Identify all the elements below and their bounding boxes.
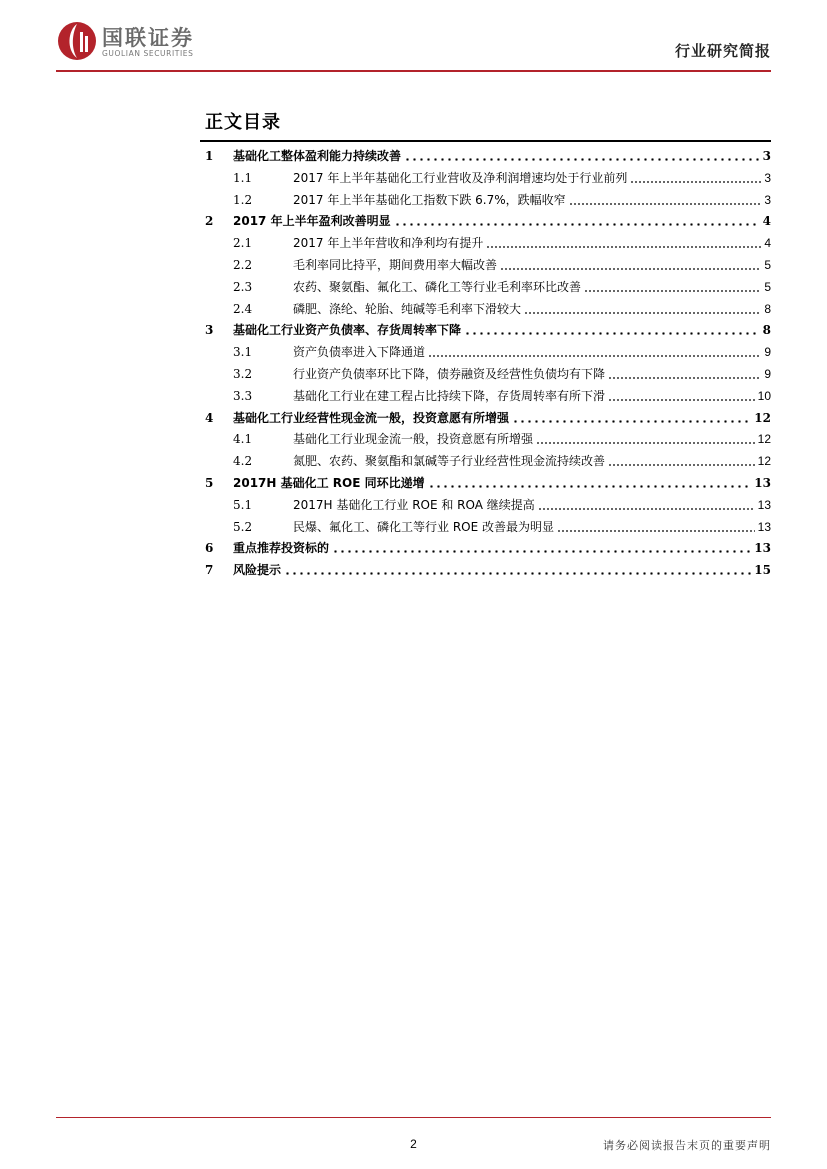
toc-entry-number: 5 bbox=[205, 476, 214, 490]
toc-entry-title: 风险提示 bbox=[233, 560, 284, 580]
report-type-label: 行业研究简报 bbox=[674, 42, 771, 60]
toc-entry[interactable] bbox=[0, 233, 827, 253]
toc-entry-number: 3.2 bbox=[233, 367, 253, 381]
toc-entry-line bbox=[293, 255, 771, 275]
toc-dot-leader bbox=[394, 211, 760, 231]
toc-dot-leader bbox=[630, 168, 761, 188]
toc-dot-leader bbox=[332, 538, 751, 558]
toc-entry[interactable] bbox=[0, 211, 827, 231]
toc-entry-title: 基础化工整体盈利能力持续改善 bbox=[233, 146, 404, 166]
toc-dot-leader bbox=[464, 320, 760, 340]
toc-entry-line bbox=[233, 560, 771, 580]
toc-entry-page: 5 bbox=[761, 277, 771, 297]
toc-entry-line bbox=[293, 451, 771, 471]
toc-entry-line bbox=[293, 386, 771, 406]
toc-entry-title: 民爆、氟化工、磷化工等行业 ROE 改善最为明显 bbox=[293, 517, 557, 537]
toc-entry-line bbox=[293, 364, 771, 384]
toc-entry-title: 氮肥、农药、聚氨酯和氯碱等子行业经营性现金流持续改善 bbox=[293, 451, 608, 471]
toc-entry-line bbox=[233, 211, 771, 231]
toc-entry-line bbox=[233, 473, 771, 493]
toc-entry-number: 2.2 bbox=[233, 258, 253, 272]
toc-entry-page: 12 bbox=[755, 451, 771, 471]
toc-entry-title: 资产负债率进入下降通道 bbox=[293, 342, 428, 362]
footer-disclaimer: 请务必阅读报告末页的重要声明 bbox=[603, 1139, 771, 1152]
toc-dot-leader bbox=[557, 517, 755, 537]
toc-entry[interactable] bbox=[0, 560, 827, 580]
toc-dot-leader bbox=[608, 451, 755, 471]
toc-entry-line bbox=[293, 342, 771, 362]
toc-entry[interactable] bbox=[0, 190, 827, 210]
toc-entry[interactable] bbox=[0, 342, 827, 362]
toc-dot-leader bbox=[500, 255, 761, 275]
toc-entry-page: 9 bbox=[761, 342, 771, 362]
toc-entry-page: 4 bbox=[761, 233, 771, 253]
toc-entry-line bbox=[293, 168, 771, 188]
toc-entry-number: 6 bbox=[205, 541, 214, 556]
page-number: 2 bbox=[410, 1137, 417, 1151]
toc-entry-line bbox=[293, 517, 771, 537]
toc-entry[interactable] bbox=[0, 473, 827, 493]
toc-entry-title: 基础化工行业现金流一般，投资意愿有所增强 bbox=[293, 429, 536, 449]
toc-entry-page: 8 bbox=[760, 320, 771, 340]
toc-entry[interactable] bbox=[0, 451, 827, 471]
toc-entry[interactable] bbox=[0, 299, 827, 319]
toc-entry[interactable] bbox=[0, 146, 827, 166]
logo-chinese-name: 国联证券 bbox=[102, 26, 194, 50]
toc-entry-title: 基础化工行业经营性现金流一般，投资意愿有所增强 bbox=[233, 408, 512, 428]
footer-divider bbox=[56, 1117, 771, 1118]
toc-entry-page: 9 bbox=[761, 364, 771, 384]
toc-dot-leader bbox=[284, 560, 751, 580]
toc-entry-page: 3 bbox=[761, 168, 771, 188]
header-divider bbox=[56, 70, 771, 72]
toc-entry-page: 3 bbox=[760, 146, 771, 166]
toc-dot-leader bbox=[524, 299, 761, 319]
toc-entry-page: 4 bbox=[760, 211, 771, 231]
toc-entry-number: 1.1 bbox=[233, 170, 253, 185]
toc-title: 正文目录 bbox=[205, 112, 281, 133]
toc-entry-title: 2017 年上半年基础化工行业营收及净利润增速均处于行业前列 bbox=[293, 168, 630, 188]
toc-entry-page: 10 bbox=[755, 386, 771, 406]
toc-entry-number: 4.2 bbox=[233, 454, 253, 469]
toc-entry[interactable] bbox=[0, 538, 827, 558]
page-header bbox=[56, 20, 771, 70]
toc-entry-number: 5.2 bbox=[233, 519, 253, 534]
toc-entry-number: 1.2 bbox=[233, 192, 253, 207]
toc-entry[interactable] bbox=[0, 386, 827, 406]
toc-entry-title: 2017 年上半年营收和净利均有提升 bbox=[293, 233, 486, 253]
toc-dot-leader bbox=[512, 408, 751, 428]
toc-entry-page: 5 bbox=[761, 255, 771, 275]
toc-entry[interactable] bbox=[0, 168, 827, 188]
toc-entry-title: 2017H 基础化工 ROE 同环比递增 bbox=[233, 473, 428, 493]
toc-entry-page: 15 bbox=[751, 560, 771, 580]
toc-entry-line bbox=[293, 190, 771, 210]
logo-english-name: GUOLIAN SECURITIES bbox=[102, 49, 194, 58]
toc-entry-number: 3.3 bbox=[233, 388, 253, 403]
toc-dot-leader bbox=[608, 386, 755, 406]
toc-entry-line bbox=[293, 429, 771, 449]
toc-dot-leader bbox=[608, 364, 761, 384]
toc-entry-page: 13 bbox=[755, 495, 771, 515]
toc-dot-leader bbox=[569, 190, 762, 210]
toc-entry-title: 基础化工行业资产负债率、存货周转率下降 bbox=[233, 320, 464, 340]
toc-entry[interactable] bbox=[0, 277, 827, 297]
toc-dot-leader bbox=[538, 495, 755, 515]
toc-entry-number: 2 bbox=[205, 214, 214, 229]
toc-entry-title: 2017 年上半年盈利改善明显 bbox=[233, 211, 394, 231]
toc-entry-line bbox=[293, 233, 771, 253]
toc-dot-leader bbox=[584, 277, 761, 297]
toc-entry-line bbox=[293, 299, 771, 319]
toc-entry-line bbox=[293, 495, 771, 515]
toc-entry-title: 重点推荐投资标的 bbox=[233, 538, 332, 558]
toc-entry-number: 3.1 bbox=[233, 345, 253, 360]
toc-entry-page: 12 bbox=[755, 429, 771, 449]
toc-entry-title: 毛利率同比持平，期间费用率大幅改善 bbox=[293, 255, 500, 275]
toc-dot-leader bbox=[428, 473, 752, 493]
toc-entry-page: 13 bbox=[755, 517, 771, 537]
toc-entry[interactable] bbox=[0, 364, 827, 384]
guolian-logo-icon bbox=[56, 20, 98, 62]
toc-entry-page: 8 bbox=[761, 299, 771, 319]
toc-entry-number: 4.1 bbox=[233, 432, 253, 447]
toc-title-divider bbox=[200, 140, 771, 142]
toc-entry-number: 4 bbox=[205, 410, 214, 425]
toc-entry-number: 2.1 bbox=[233, 236, 253, 251]
toc-entry[interactable] bbox=[0, 495, 827, 515]
toc-entry-page: 3 bbox=[761, 190, 771, 210]
toc-entry-title: 2017H 基础化工行业 ROE 和 ROA 继续提高 bbox=[293, 495, 538, 515]
toc-entry-page: 13 bbox=[751, 538, 771, 558]
toc-dot-leader bbox=[536, 429, 755, 449]
toc-dot-leader bbox=[428, 342, 761, 362]
toc-entry[interactable] bbox=[0, 517, 827, 537]
guolian-logo bbox=[56, 20, 226, 62]
toc-dot-leader bbox=[404, 146, 760, 166]
toc-entry[interactable] bbox=[0, 320, 827, 340]
toc-entry-page: 13 bbox=[751, 473, 771, 493]
toc-entry-title: 2017 年上半年基础化工指数下跌 6.7%，跌幅收窄 bbox=[293, 190, 569, 210]
toc-entry-number: 1 bbox=[205, 149, 214, 163]
toc-entry-line bbox=[293, 277, 771, 297]
toc-entry-line bbox=[233, 146, 771, 166]
toc-entry-title: 基础化工行业在建工程占比持续下降，存货周转率有所下滑 bbox=[293, 386, 608, 406]
toc-dot-leader bbox=[486, 233, 761, 253]
toc-entry-number: 3 bbox=[205, 323, 214, 338]
toc-entry-title: 行业资产负债率环比下降，债券融资及经营性负债均有下降 bbox=[293, 364, 608, 384]
toc-entry-number: 2.3 bbox=[233, 279, 253, 294]
toc-entry-number: 7 bbox=[205, 563, 214, 578]
toc-entry-line bbox=[233, 538, 771, 558]
toc-entry-line bbox=[233, 408, 771, 428]
toc-entry-page: 12 bbox=[751, 408, 771, 428]
toc-entry[interactable] bbox=[0, 255, 827, 275]
toc-entry-title: 农药、聚氨酯、氟化工、磷化工等行业毛利率环比改善 bbox=[293, 277, 584, 297]
toc-entry-line bbox=[233, 320, 771, 340]
toc-entry-number: 5.1 bbox=[233, 497, 253, 512]
toc-entry-title: 磷肥、涤纶、轮胎、纯碱等毛利率下滑较大 bbox=[293, 299, 524, 319]
toc-entry[interactable] bbox=[0, 429, 827, 449]
toc-entry[interactable] bbox=[0, 408, 827, 428]
toc-entry-number: 2.4 bbox=[233, 301, 253, 316]
